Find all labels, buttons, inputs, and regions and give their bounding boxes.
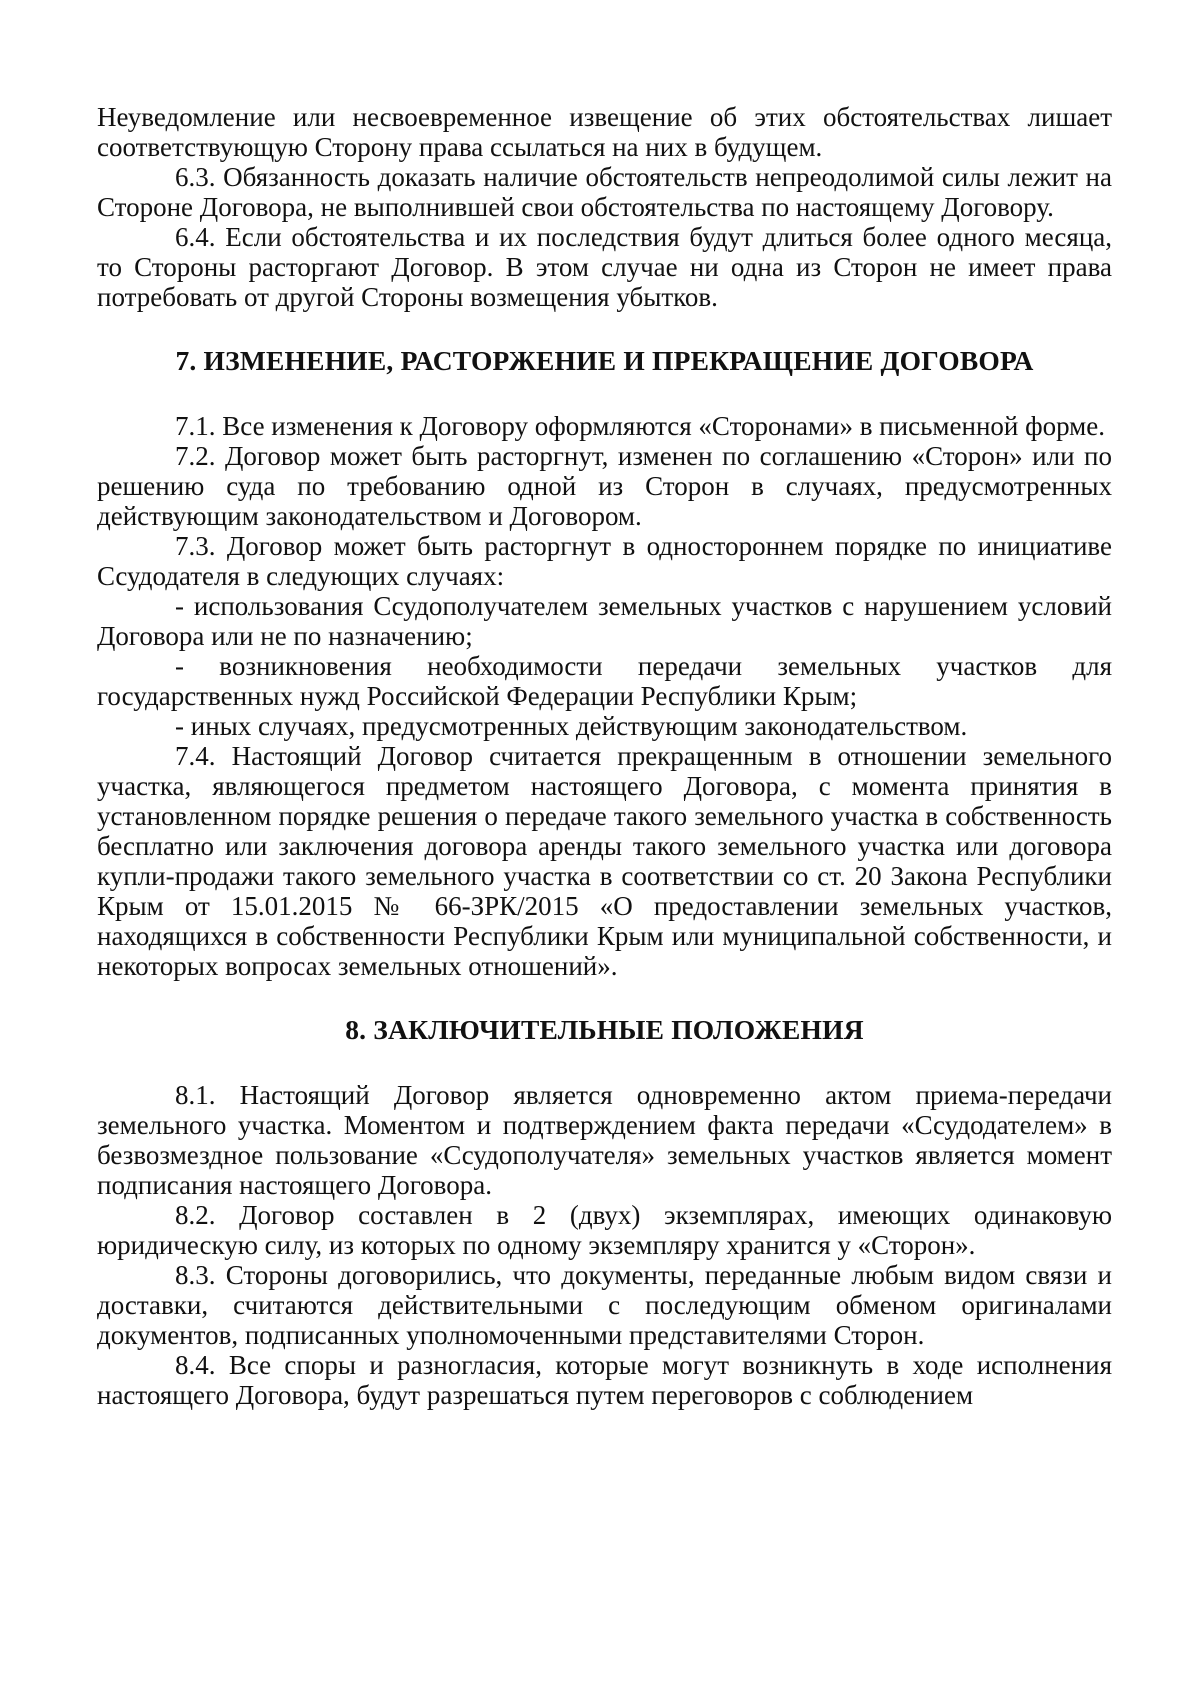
paragraph-6-4: 6.4. Если обстоятельства и их последствия будут длиться более одного месяца, то Стороны расторгают Договор. В этом случае ни одна из Сторон не имеет права потребовать от другой Стороны возмещения убытков. — [97, 222, 1112, 312]
paragraph-7-2: 7.2. Договор может быть расторгнут, изменен по соглашению «Сторон» или по решению суда по требованию одной из Сторон в случаях, предусмотренных действующим законодательством и Договором. — [97, 441, 1112, 531]
paragraph-6-2-continuation: Неуведомление или несвоевременное извещение об этих обстоятельствах лишает соответствующую Сторону права ссылаться на них в будущем. — [97, 102, 1112, 162]
list-item-7-3-2: - возникновения необходимости передачи земельных участков для государственных нужд Российской Федерации Республики Крым; — [97, 651, 1112, 711]
paragraph-7-4: 7.4. Настоящий Договор считается прекращенным в отношении земельного участка, являющегося предметом настоящего Договора, с момента принятия в установленном порядке решения о передаче такого земельного участка в собственность бесплатно или заключения договора аренды такого земельного участка или договора купли-продажи такого земельного участка в соответствии со ст. 20 Закона Республики Крым от 15.01.2015 № 66-ЗРК/2015 «О предоставлении земельных участков, находящихся в собственности Республики Крым или муниципальной собственности, и некоторых вопросах земельных отношений». — [97, 741, 1112, 981]
paragraph-7-3: 7.3. Договор может быть расторгнут в одностороннем порядке по инициативе Ссудодателя в следующих случаях: — [97, 531, 1112, 591]
paragraph-8-4: 8.4. Все споры и разногласия, которые могут возникнуть в ходе исполнения настоящего Договора, будут разрешаться путем переговоров с соблюдением — [97, 1350, 1112, 1410]
list-item-7-3-3: - иных случаях, предусмотренных действующим законодательством. — [175, 711, 968, 741]
document-body — [97, 102, 1112, 1410]
paragraph-6-3: 6.3. Обязанность доказать наличие обстоятельств непреодолимой силы лежит на Стороне Договора, не выполнившей свои обстоятельства по настоящему Договору. — [97, 162, 1112, 222]
paragraph-8-1: 8.1. Настоящий Договор является одновременно актом приема-передачи земельного участка. Моментом и подтверждением факта передачи «Ссудодателем» в безвозмездное пользование «Ссудополучателя» земельных участков является момент подписания настоящего Договора. — [97, 1080, 1112, 1200]
list-item-7-3-1: - использования Ссудополучателем земельных участков с нарушением условий Договора или не по назначению; — [97, 591, 1112, 651]
section-8-heading: 8. ЗАКЛЮЧИТЕЛЬНЫЕ ПОЛОЖЕНИЯ — [345, 1014, 864, 1045]
section-7-heading: 7. ИЗМЕНЕНИЕ, РАСТОРЖЕНИЕ И ПРЕКРАЩЕНИЕ ДОГОВОРА — [175, 345, 1034, 376]
paragraph-8-3: 8.3. Стороны договорились, что документы, переданные любым видом связи и доставки, считаются действительными с последующим обменом оригиналами документов, подписанных уполномоченными представителями Сторон. — [97, 1260, 1112, 1350]
paragraph-8-2: 8.2. Договор составлен в 2 (двух) экземплярах, имеющих одинаковую юридическую силу, из которых по одному экземпляру хранится у «Сторон». — [97, 1200, 1112, 1260]
paragraph-7-1: 7.1. Все изменения к Договору оформляются «Сторонами» в письменной форме. — [175, 411, 1105, 441]
